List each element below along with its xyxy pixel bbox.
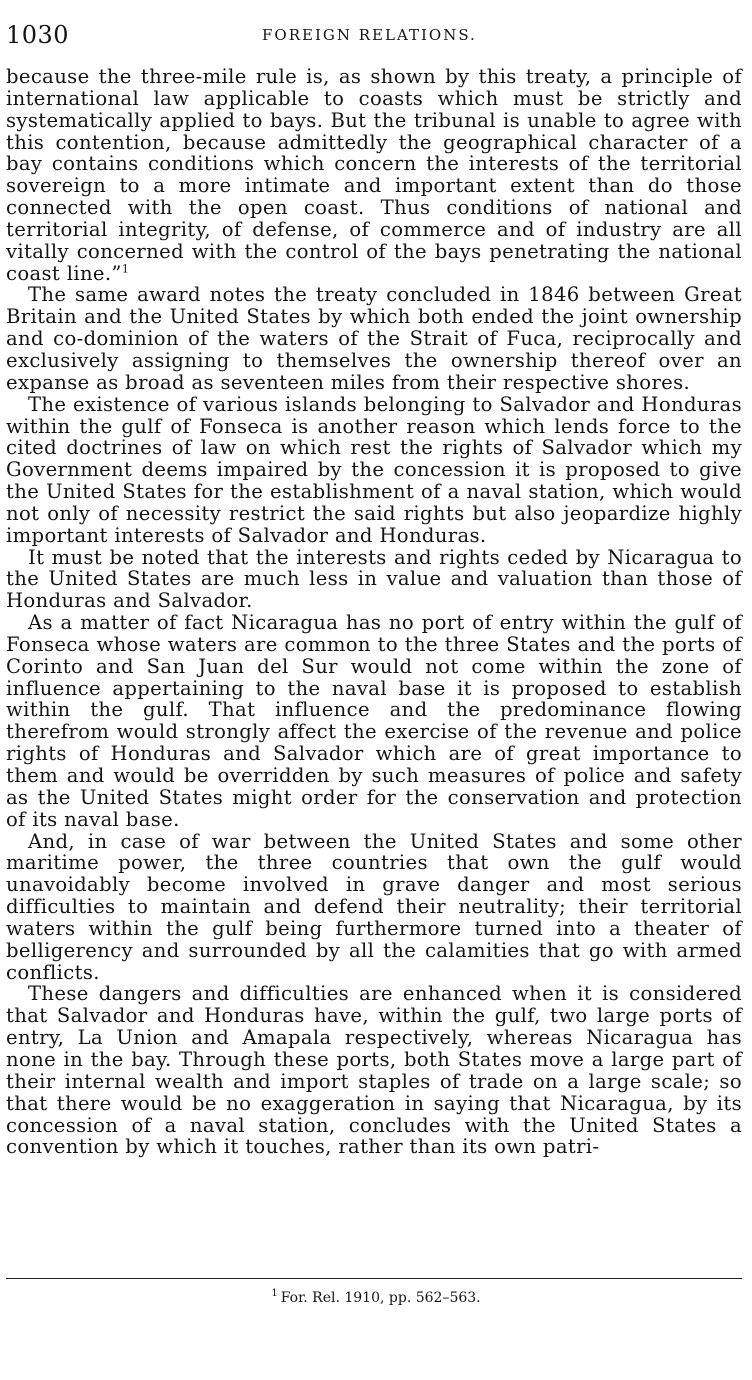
paragraph-7: These dangers and difficulties are enhanced when it is considered that Salvador and Honduras have, within the gulf, two large ports of entry, La Union and Amapala respectively, whereas Nicaragua has none in the bay. Through these ports, both States move a large part of their internal wealth and import staples of trade on a large scale; so that there would be no exaggeration in saying that Nicaragua, by its concession of a naval station, concludes with the United States a convention by which it touches, rather than its own patri- [6, 982, 742, 1159]
paragraph-3: The existence of various islands belonging to Salvador and Honduras within the gulf of Fonseca is another reason which lends force to the cited doctrines of law on which rest the rights of Salvador which my Government deems impaired by the concession it is proposed to give the United States for the establishment of a naval station, which would not only of necessity restrict the said rights but also jeopardize highly important interests of Salvador and Honduras. [6, 392, 742, 547]
paragraph-1 [6, 66, 742, 284]
page-header [6, 20, 742, 52]
paragraph-2: The same award notes the treaty concluded in 1846 between Great Britain and the United States by which both ended the joint ownership and co-dominion of the waters of the Strait of Fuca, reciprocally and exclusively assigning to themselves the ownership thereof over an expanse as broad as seventeen miles from their respective shores. [6, 283, 742, 394]
paragraph-4: It must be noted that the interests and rights ceded by Nicaragua to the United States are much less in value and valuation than those of Honduras and Salvador. [6, 545, 742, 613]
footnote [0, 1289, 752, 1307]
page-number: 1030 [6, 21, 70, 49]
footnote-reference: 1 [121, 262, 130, 276]
running-title: FOREIGN RELATIONS. [262, 26, 477, 44]
footnote-divider [6, 1278, 742, 1279]
paragraph-1-text: because the three-mile rule is, as shown by this treaty, a principle of international law applicable to coasts which must be strictly and systematically applied to bays. But the tribunal is unable to agree with this contention, because admittedly the geographical character of a bay contains conditions which concern the interests of the territorial sovereign to a more intimate and important extent than do those connected with the open coast. Thus conditions of national and territorial integrity, of defense, of commerce and of industry are all vitally concerned with the control of the bays penetrating the national coast line.” [6, 65, 742, 285]
footnote-text: For. Rel. 1910, pp. 562–563. [280, 1290, 481, 1306]
paragraph-5: As a matter of fact Nicaragua has no port of entry within the gulf of Fonseca whose waters are common to the three States and the ports of Corinto and San Juan del Sur would not come within the zone of influence appertaining to the naval base it is proposed to establish within the gulf. That influence and the predominance flowing therefrom would strongly affect the exercise of the revenue and police rights of Honduras and Salvador which are of great importance to them and would be overridden by such measures of police and safety as the United States might order for the conservation and protection of its naval base. [6, 611, 742, 831]
footnote-number: 1 [271, 1288, 278, 1300]
body-text [6, 66, 742, 1158]
paragraph-6: And, in case of war between the United States and some other maritime power, the three countries that own the gulf would unavoidably become involved in grave danger and most serious difficulties to maintain and defend their neutrality; their territorial waters within the gulf being furthermore turned into a theater of belligerency and surrounded by all the calamities that go with armed conflicts. [6, 829, 742, 984]
